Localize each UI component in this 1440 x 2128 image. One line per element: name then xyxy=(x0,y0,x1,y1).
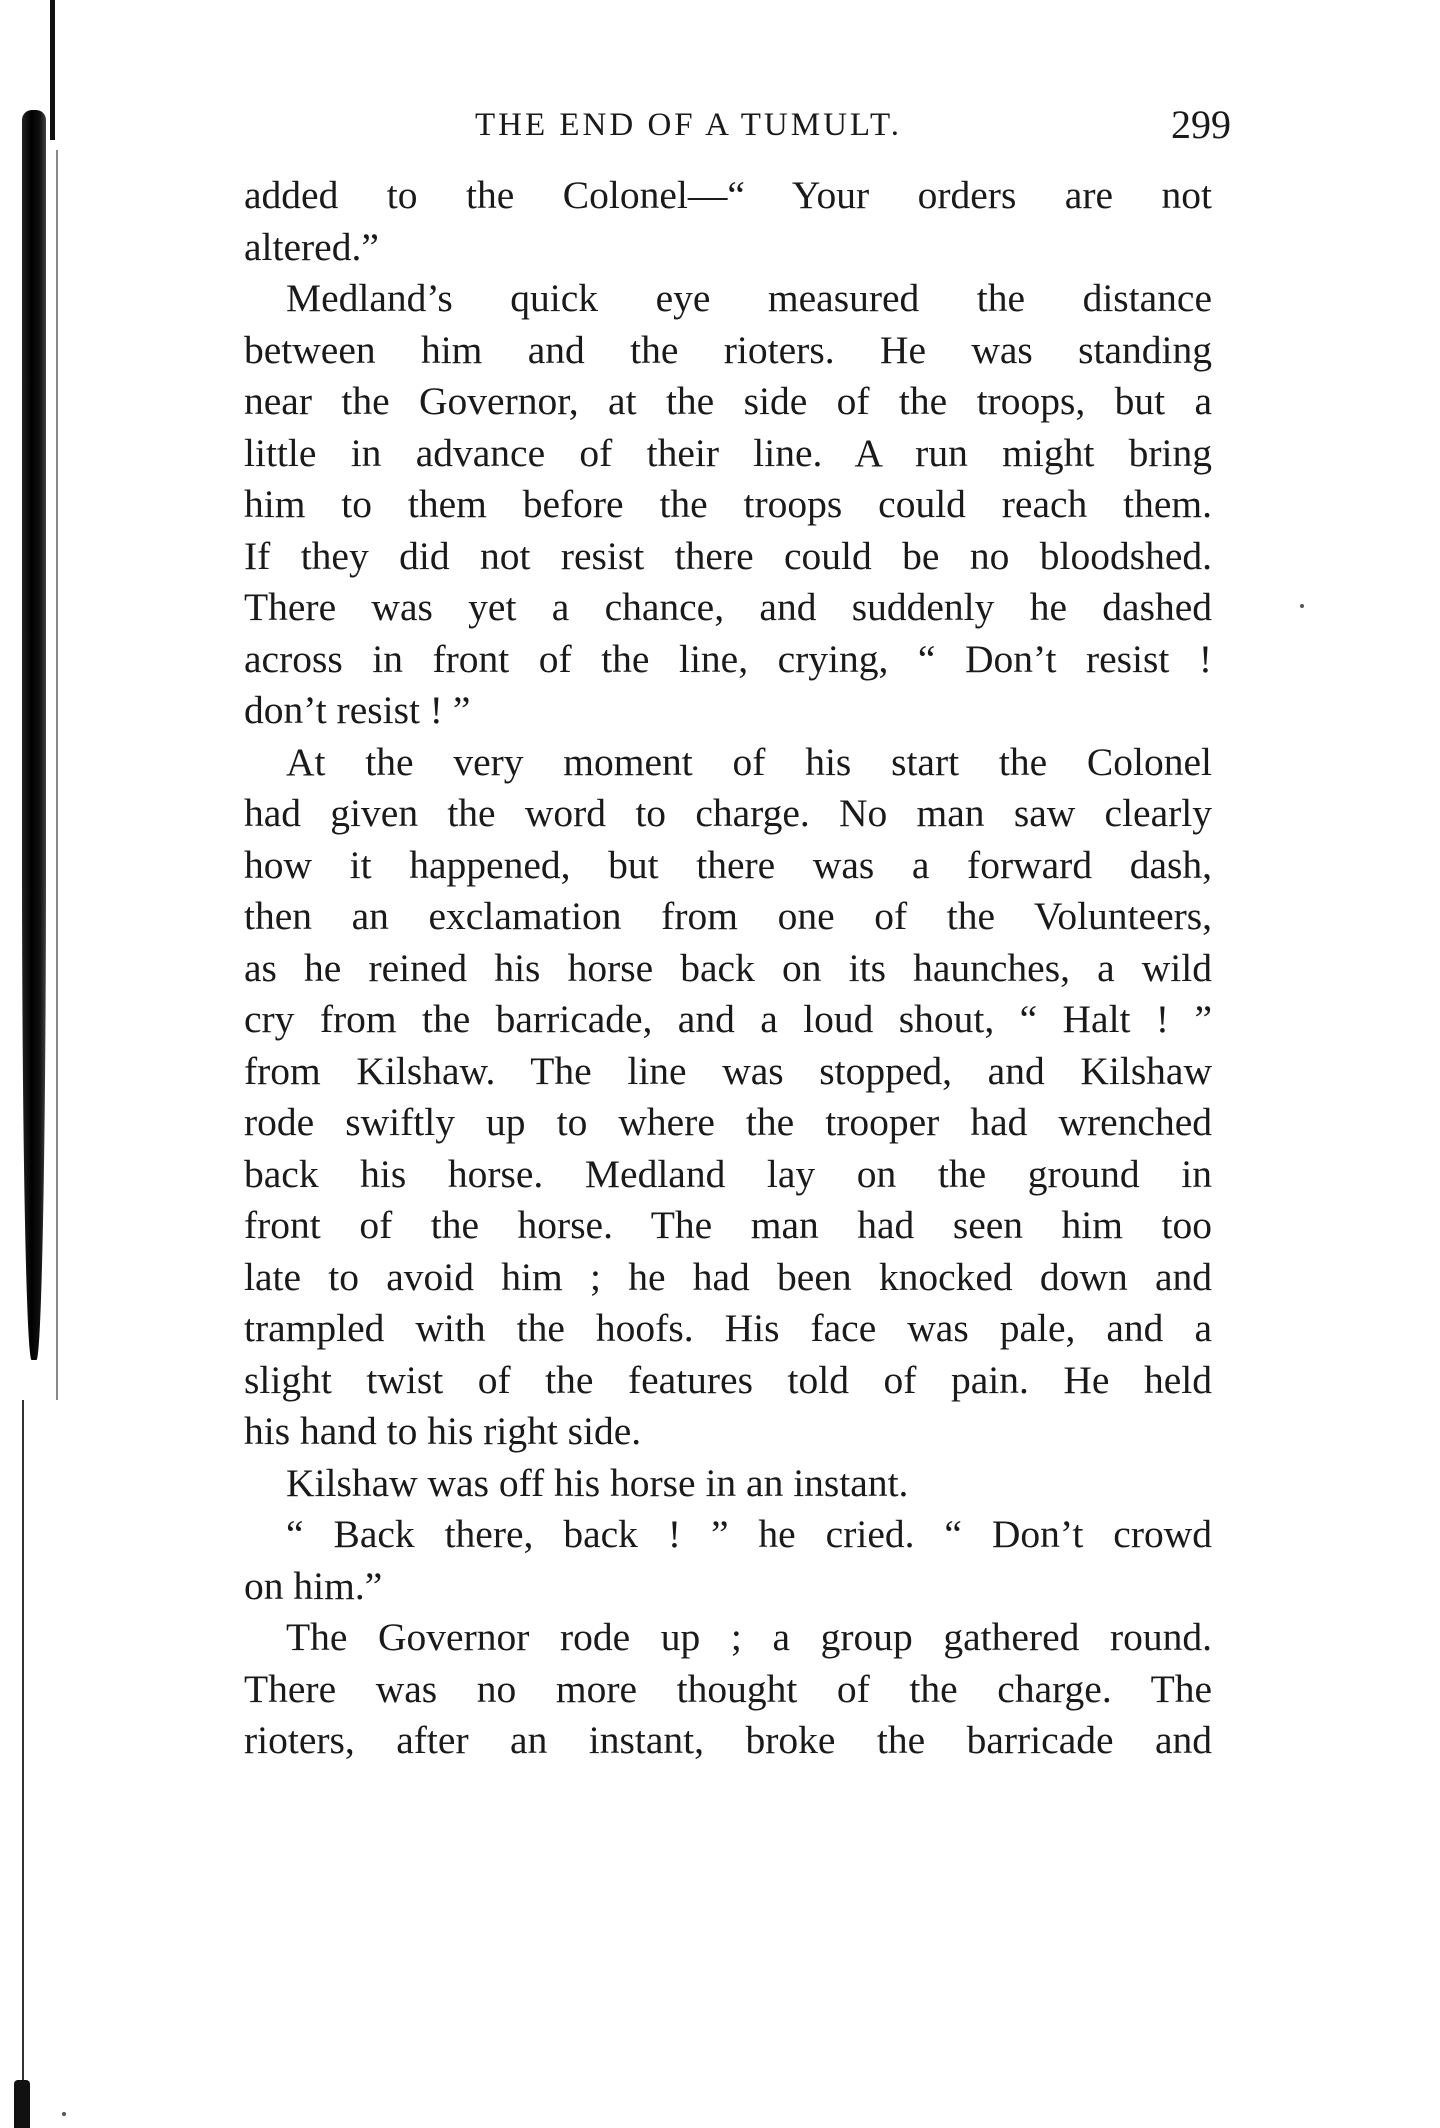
text-line: altered.” xyxy=(244,224,379,269)
text-line: There was yet a chance, and suddenly he dashed xyxy=(244,585,1212,629)
text-line: late to avoid him ; he had been knocked down and xyxy=(244,1254,1212,1299)
text-line: cry from the barricade, and a loud shout, “ Halt ! ” xyxy=(244,997,1212,1041)
page-header xyxy=(475,101,1231,151)
body-text xyxy=(244,170,1212,1767)
scan-speck xyxy=(1300,604,1304,608)
binding-edge-line xyxy=(56,150,58,1400)
text-line: rode swiftly up to where the trooper had wrenched xyxy=(244,1100,1212,1144)
text-line: how it happened, but there was a forward dash, xyxy=(244,842,1212,887)
text-line: There was no more thought of the charge. The xyxy=(244,1666,1212,1711)
text-line: rioters, after an instant, broke the barricade and xyxy=(244,1718,1212,1762)
text-line: on him.” xyxy=(244,1563,383,1608)
text-line: between him and the rioters. He was standing xyxy=(244,327,1212,372)
text-line: The Governor rode up ; a group gathered round. xyxy=(286,1615,1212,1659)
binding-edge-lower xyxy=(22,1400,24,2120)
text-line: back his horse. Medland lay on the ground in xyxy=(244,1151,1212,1196)
page-number: 299 xyxy=(1171,102,1231,147)
text-line: “ Back there, back ! ” he cried. “ Don’t crowd xyxy=(286,1512,1212,1556)
binding-edge-base xyxy=(14,2080,30,2128)
text-line: from Kilshaw. The line was stopped, and Kilshaw xyxy=(244,1048,1212,1093)
text-line: little in advance of their line. A run might bring xyxy=(244,430,1212,475)
text-line: had given the word to charge. No man saw clearly xyxy=(244,791,1212,835)
text-line: front of the horse. The man had seen him too xyxy=(244,1203,1212,1247)
text-line: then an exclamation from one of the Volunteers, xyxy=(244,894,1212,938)
binding-edge-top xyxy=(50,0,55,140)
text-line: near the Governor, at the side of the troops, but a xyxy=(244,379,1212,423)
text-line: as he reined his horse back on its haunches, a wild xyxy=(244,945,1212,990)
text-line: Medland’s quick eye measured the distance xyxy=(286,276,1212,320)
text-line: across in front of the line, crying, “ Don’t resist ! xyxy=(244,636,1212,681)
scan-speck xyxy=(62,2112,66,2116)
text-line: trampled with the hoofs. His face was pale, and a xyxy=(244,1306,1212,1350)
text-line: slight twist of the features told of pain. He held xyxy=(244,1357,1212,1402)
running-head: THE END OF A TUMULT. xyxy=(475,107,902,143)
text-line: At the very moment of his start the Colonel xyxy=(286,739,1212,784)
text-line: If they did not resist there could be no bloodshed. xyxy=(244,533,1212,578)
text-line: added to the Colonel—“ Your orders are not xyxy=(244,173,1212,217)
text-line: don’t resist ! ” xyxy=(244,688,471,732)
text-line: his hand to his right side. xyxy=(244,1409,642,1453)
text-line: him to them before the troops could reach them. xyxy=(244,482,1212,526)
binding-shadow xyxy=(22,110,46,1360)
text-line: Kilshaw was off his horse in an instant. xyxy=(286,1460,909,1505)
